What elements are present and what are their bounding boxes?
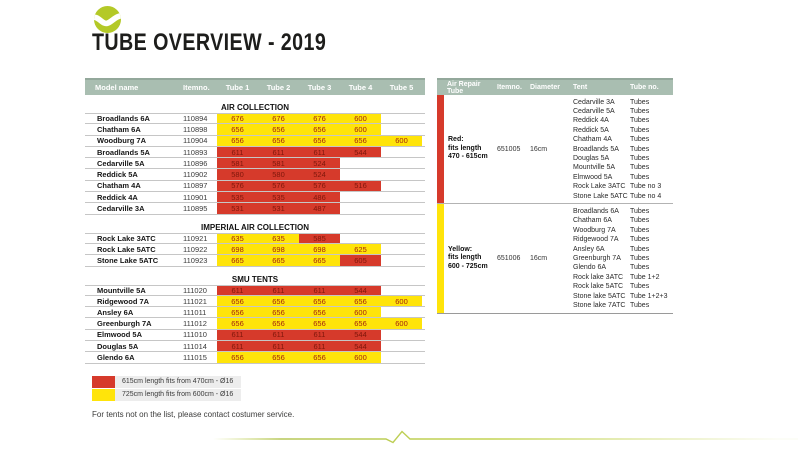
tent-row [573, 263, 673, 272]
table-row [85, 203, 425, 214]
tube-length-cell: 600 [340, 114, 381, 123]
model-name-cell: Cedarville 3A [97, 204, 145, 214]
tent-name-cell: Rock Lake 3ATC [573, 183, 626, 191]
tube-length-cell [381, 234, 422, 243]
tube-no-cell: Tubes [630, 136, 650, 144]
repair-column-header: Tent [573, 84, 588, 91]
model-name-cell: Ridgewood 7A [97, 296, 150, 306]
tube-length-cell [381, 158, 422, 168]
table-row [85, 296, 425, 307]
tube-length-cell: 656 [258, 352, 299, 362]
tent-row [573, 301, 673, 310]
tube-length-cell: 531 [258, 203, 299, 213]
tent-name-cell: Woodburg 7A [573, 226, 616, 234]
tent-name-cell: Reddick 4A [573, 117, 609, 125]
tube-length-cell: 580 [217, 169, 258, 179]
tent-row [573, 145, 673, 154]
legend-item [92, 389, 241, 401]
model-name-cell: Broadlands 6A [97, 114, 150, 124]
tube-length-cell [381, 341, 422, 351]
group-diameter: 16cm [530, 145, 548, 153]
tube-length-cell [381, 286, 422, 295]
tent-name-cell: Stone lake 7ATC [573, 302, 626, 310]
tube-length-cell: 611 [299, 147, 340, 157]
legend-item [92, 376, 241, 388]
tube-length-cell [340, 203, 381, 213]
group-info [444, 204, 573, 312]
tube-length-cell: 524 [299, 169, 340, 179]
model-name-cell: Glendo 6A [97, 352, 135, 362]
tent-row [573, 192, 673, 201]
air-repair-tube-table [437, 78, 673, 314]
column-header-tube-5: Tube 5 [389, 83, 414, 92]
tube-length-cell: 625 [340, 244, 381, 254]
tube-length-cell [381, 330, 422, 340]
model-name-cell: Chatham 6A [97, 124, 141, 134]
tube-length-cell [381, 147, 422, 157]
column-header-tube-1: Tube 1 [225, 83, 250, 92]
tube-table-body [85, 101, 425, 364]
tube-length-cell: 676 [299, 114, 340, 123]
tube-no-cell: Tubes [630, 117, 650, 125]
tube-length-cell: 656 [217, 307, 258, 317]
tube-length-cell: 676 [217, 114, 258, 123]
itemno-cell: 110904 [183, 136, 208, 146]
tube-no-cell: Tubes [630, 154, 650, 162]
tube-length-cell: 656 [217, 318, 258, 328]
section-rows [85, 113, 425, 215]
tube-length-cell: 698 [258, 244, 299, 254]
tube-length-cell: 656 [258, 307, 299, 317]
tent-name-cell: Ridgewood 7A [573, 236, 619, 244]
tube-length-cell: 698 [299, 244, 340, 254]
tube-length-cell: 576 [258, 181, 299, 191]
tent-name-cell: Stone lake 5ATC [573, 292, 626, 300]
tent-row [573, 116, 673, 125]
tube-length-cell [381, 352, 422, 362]
legend-text: 725cm length fits from 600cm - Ø16 [115, 389, 241, 401]
model-name-cell: Douglas 5A [97, 341, 139, 351]
tube-length-cell: 581 [258, 158, 299, 168]
itemno-cell: 110893 [183, 147, 208, 157]
section-rows [85, 285, 425, 364]
tube-length-cell: 531 [217, 203, 258, 213]
table-row [85, 124, 425, 135]
column-header-itemno: Itemno. [183, 83, 210, 92]
itemno-cell: 111012 [183, 319, 207, 329]
tube-no-cell: Tubes [630, 236, 650, 244]
tent-name-cell: Rock lake 5ATC [573, 283, 624, 291]
tube-no-cell: Tubes [630, 145, 650, 153]
tent-name-cell: Broadlands 5A [573, 145, 619, 153]
tube-length-cell: 544 [340, 286, 381, 295]
table-row [85, 158, 425, 169]
tube-length-cell: 580 [258, 169, 299, 179]
tube-length-cell: 544 [340, 341, 381, 351]
model-name-cell: Mountville 5A [97, 285, 146, 295]
tube-no-cell: Tubes [630, 107, 650, 115]
column-header-model-name: Model name [95, 83, 139, 92]
tube-no-cell: Tubes [630, 164, 650, 172]
tube-length-cell: 656 [258, 136, 299, 146]
tent-name-cell: Glendo 6A [573, 264, 607, 272]
tube-length-cell: 665 [217, 255, 258, 265]
tent-row [573, 207, 673, 216]
model-name-cell: Reddick 4A [97, 192, 138, 202]
tent-name-cell: Stone Lake 5ATC [573, 192, 628, 200]
model-name-cell: Cedarville 5A [97, 158, 145, 168]
tube-length-cell: 656 [217, 296, 258, 306]
tent-row [573, 282, 673, 291]
tube-length-cell [340, 169, 381, 179]
table-row [85, 192, 425, 203]
itemno-cell: 111011 [183, 307, 207, 317]
tube-length-cell: 656 [340, 296, 381, 306]
tube-length-cell: 600 [381, 136, 422, 146]
column-header-tube-2: Tube 2 [266, 83, 291, 92]
tube-length-cell: 535 [217, 192, 258, 202]
tube-length-cell: 611 [217, 147, 258, 157]
tube-length-cell [381, 124, 422, 134]
itemno-cell: 110897 [183, 181, 208, 191]
red-legend-swatch [92, 376, 115, 388]
tent-name-cell: Chatham 6A [573, 217, 612, 225]
tube-no-cell: Tubes [630, 255, 650, 262]
tube-length-cell [381, 114, 422, 123]
tube-no-cell: Tube no 4 [630, 192, 662, 200]
tube-length-cell: 576 [299, 181, 340, 191]
itemno-cell: 110922 [183, 244, 208, 254]
tent-list [573, 95, 673, 203]
tent-name-cell: Ansley 6A [573, 245, 605, 253]
tent-name-cell: Rock lake 3ATC [573, 273, 624, 281]
tube-length-cell: 656 [299, 136, 340, 146]
itemno-cell: 110901 [183, 192, 208, 202]
tube-length-cell: 656 [299, 318, 340, 328]
tube-length-cell: 611 [258, 341, 299, 351]
itemno-cell: 110923 [183, 255, 208, 265]
tube-length-cell: 656 [258, 296, 299, 306]
tent-name-cell: Greenburgh 7A [573, 255, 621, 262]
tube-length-cell: 576 [217, 181, 258, 191]
tube-length-cell: 600 [340, 352, 381, 362]
tent-row [573, 235, 673, 244]
tube-length-cell: 611 [258, 147, 299, 157]
tube-table-header-row [85, 78, 425, 95]
yellow-legend-swatch [92, 389, 115, 401]
itemno-cell: 111014 [183, 341, 207, 351]
tube-length-cell: 611 [258, 330, 299, 340]
tent-row [573, 226, 673, 235]
tent-row [573, 273, 673, 282]
table-row [85, 307, 425, 318]
tent-list [573, 204, 673, 312]
color-legend [92, 376, 241, 402]
tube-length-cell [381, 244, 422, 254]
repair-table-body [437, 95, 673, 314]
tube-length-cell [340, 158, 381, 168]
group-label-line: 600 - 725cm [448, 262, 488, 270]
tube-length-cell: 698 [217, 244, 258, 254]
itemno-cell: 111015 [183, 352, 207, 362]
red-repair-group [437, 95, 673, 203]
itemno-cell: 110896 [183, 158, 208, 168]
group-label [448, 246, 497, 272]
tent-row [573, 254, 673, 263]
tube-length-cell: 544 [340, 147, 381, 157]
table-row [85, 244, 425, 255]
tent-row [573, 154, 673, 163]
tent-name-cell: Chatham 4A [573, 136, 612, 144]
tube-length-cell: 656 [217, 352, 258, 362]
tent-name-cell: Mountville 5A [573, 164, 616, 172]
tube-length-cell: 656 [340, 318, 381, 328]
tube-length-cell: 676 [258, 114, 299, 123]
table-row [85, 285, 425, 296]
group-label-line: 470 - 615cm [448, 153, 488, 161]
table-row [85, 330, 425, 341]
tube-length-cell: 635 [258, 234, 299, 243]
footer-note: For tents not on the list, please contact costumer service. [92, 410, 295, 419]
tube-length-cell: 600 [340, 307, 381, 317]
tent-row [573, 126, 673, 135]
tent-row [573, 182, 673, 191]
tube-no-cell: Tubes [630, 226, 650, 234]
tent-row [573, 173, 673, 182]
table-row [85, 352, 425, 363]
tube-length-cell: 656 [258, 124, 299, 134]
column-header-tube-4: Tube 4 [348, 83, 373, 92]
tent-name-cell: Cedarville 3A [573, 98, 615, 106]
tube-length-cell: 611 [299, 341, 340, 351]
model-name-cell: Greenburgh 7A [97, 319, 152, 329]
tube-no-cell: Tubes [630, 98, 650, 106]
tube-no-cell: Tubes [630, 245, 650, 253]
tube-no-cell: Tubes [630, 302, 650, 310]
model-name-cell: Rock Lake 3ATC [97, 233, 156, 243]
tube-length-cell: 656 [217, 124, 258, 134]
tube-length-cell: 544 [340, 330, 381, 340]
tube-no-cell: Tubes [630, 283, 650, 291]
itemno-cell: 110898 [183, 124, 208, 134]
section-title: SMU TENTS [231, 274, 279, 284]
tube-length-cell [381, 255, 422, 265]
repair-column-header: Air Repair Tube [447, 80, 481, 95]
tube-length-cell [381, 181, 422, 191]
model-name-cell: Ansley 6A [97, 307, 134, 317]
group-diameter: 16cm [530, 255, 548, 263]
tube-length-cell: 611 [299, 330, 340, 340]
tent-name-cell: Reddick 5A [573, 126, 609, 134]
tube-length-cell: 656 [299, 124, 340, 134]
tent-row [573, 292, 673, 301]
tent-row [573, 135, 673, 144]
tube-length-cell: 600 [381, 296, 422, 306]
table-row [85, 136, 425, 147]
tube-no-cell: Tubes [630, 173, 650, 181]
tent-name-cell: Elmwood 5A [573, 173, 613, 181]
legend-text: 615cm length fits from 470cm - Ø16 [115, 376, 241, 388]
tube-length-cell: 665 [299, 255, 340, 265]
tent-name-cell: Broadlands 6A [573, 207, 619, 215]
tube-length-cell: 611 [217, 286, 258, 295]
itemno-cell: 110895 [183, 204, 208, 214]
tube-length-cell [381, 192, 422, 202]
group-label-title: Red: [448, 136, 464, 144]
model-name-cell: Elmwood 5A [97, 330, 143, 340]
yellow-color-bar [437, 204, 444, 312]
group-info [444, 95, 573, 203]
repair-column-header: Itemno. [497, 84, 522, 91]
tube-length-cell: 656 [217, 136, 258, 146]
tube-length-cell: 585 [299, 234, 340, 243]
model-name-cell: Woodburg 7A [97, 136, 147, 146]
itemno-cell: 111021 [183, 296, 207, 306]
tube-length-cell: 600 [381, 318, 422, 328]
group-label-line: fits length [448, 144, 482, 152]
itemno-cell: 110902 [183, 170, 208, 180]
section-title: IMPERIAL AIR COLLECTION [201, 222, 309, 232]
tube-length-cell: 656 [299, 307, 340, 317]
tube-length-cell: 611 [217, 341, 258, 351]
group-label [448, 136, 497, 162]
group-label-title: Yellow: [448, 245, 473, 253]
tube-length-cell: 605 [340, 255, 381, 265]
itemno-cell: 110894 [183, 114, 208, 124]
yellow-repair-group [437, 203, 673, 312]
tube-length-cell [381, 203, 422, 213]
tent-row [573, 163, 673, 172]
tube-no-cell: Tubes [630, 264, 650, 272]
tent-row [573, 245, 673, 254]
section-rows [85, 233, 425, 267]
tent-row [573, 216, 673, 225]
tube-length-cell: 535 [258, 192, 299, 202]
tube-no-cell: Tube 1+2 [630, 273, 660, 281]
tube-length-cell [381, 307, 422, 317]
tube-length-cell: 486 [299, 192, 340, 202]
group-label-line: fits length [448, 254, 482, 262]
tent-row [573, 107, 673, 116]
tube-length-cell: 665 [258, 255, 299, 265]
tube-no-cell: Tube 1+2+3 [630, 292, 668, 300]
tube-length-cell: 656 [258, 318, 299, 328]
tube-length-cell: 516 [340, 181, 381, 191]
table-row [85, 233, 425, 244]
tube-length-cell: 656 [299, 296, 340, 306]
tent-name-cell: Douglas 5A [573, 154, 610, 162]
table-row [85, 113, 425, 124]
model-name-cell: Rock Lake 5ATC [97, 244, 156, 254]
red-color-bar [437, 95, 444, 203]
tent-row [573, 98, 673, 107]
repair-column-header: Tube no. [630, 84, 659, 91]
model-name-cell: Reddick 5A [97, 170, 138, 180]
tube-overview-table [85, 78, 425, 364]
tube-length-cell: 524 [299, 158, 340, 168]
tube-length-cell: 656 [340, 136, 381, 146]
tube-length-cell: 611 [217, 330, 258, 340]
itemno-cell: 111020 [183, 285, 207, 295]
table-row [85, 341, 425, 352]
tube-no-cell: Tube no 3 [630, 183, 662, 191]
model-name-cell: Stone Lake 5ATC [97, 255, 159, 265]
model-name-cell: Chatham 4A [97, 181, 141, 191]
tube-length-cell [340, 192, 381, 202]
section-title: AIR COLLECTION [221, 103, 289, 112]
itemno-cell: 111010 [183, 330, 207, 340]
pulse-line-decoration [0, 429, 800, 447]
tube-length-cell: 656 [299, 352, 340, 362]
group-itemno: 651005 [497, 145, 521, 153]
tube-length-cell: 487 [299, 203, 340, 213]
tube-length-cell: 611 [258, 286, 299, 295]
model-name-cell: Broadlands 5A [97, 147, 150, 157]
repair-table-header-row [437, 78, 673, 95]
table-row [85, 169, 425, 180]
table-row [85, 318, 425, 329]
tent-name-cell: Cedarville 5A [573, 107, 615, 115]
column-header-tube-3: Tube 3 [307, 83, 332, 92]
tube-length-cell [340, 234, 381, 243]
tube-no-cell: Tubes [630, 126, 650, 134]
table-row [85, 181, 425, 192]
tube-length-cell [381, 169, 422, 179]
table-row [85, 255, 425, 266]
group-itemno: 651006 [497, 255, 521, 263]
tube-no-cell: Tubes [630, 217, 650, 225]
repair-column-header: Diameter [530, 84, 560, 91]
tube-length-cell: 581 [217, 158, 258, 168]
tube-length-cell: 611 [299, 286, 340, 295]
page-title: TUBE OVERVIEW - 2019 [92, 29, 327, 56]
itemno-cell: 110921 [183, 233, 208, 243]
tube-length-cell: 600 [340, 124, 381, 134]
tube-no-cell: Tubes [630, 207, 650, 215]
table-row [85, 147, 425, 158]
tube-length-cell: 635 [217, 234, 258, 243]
